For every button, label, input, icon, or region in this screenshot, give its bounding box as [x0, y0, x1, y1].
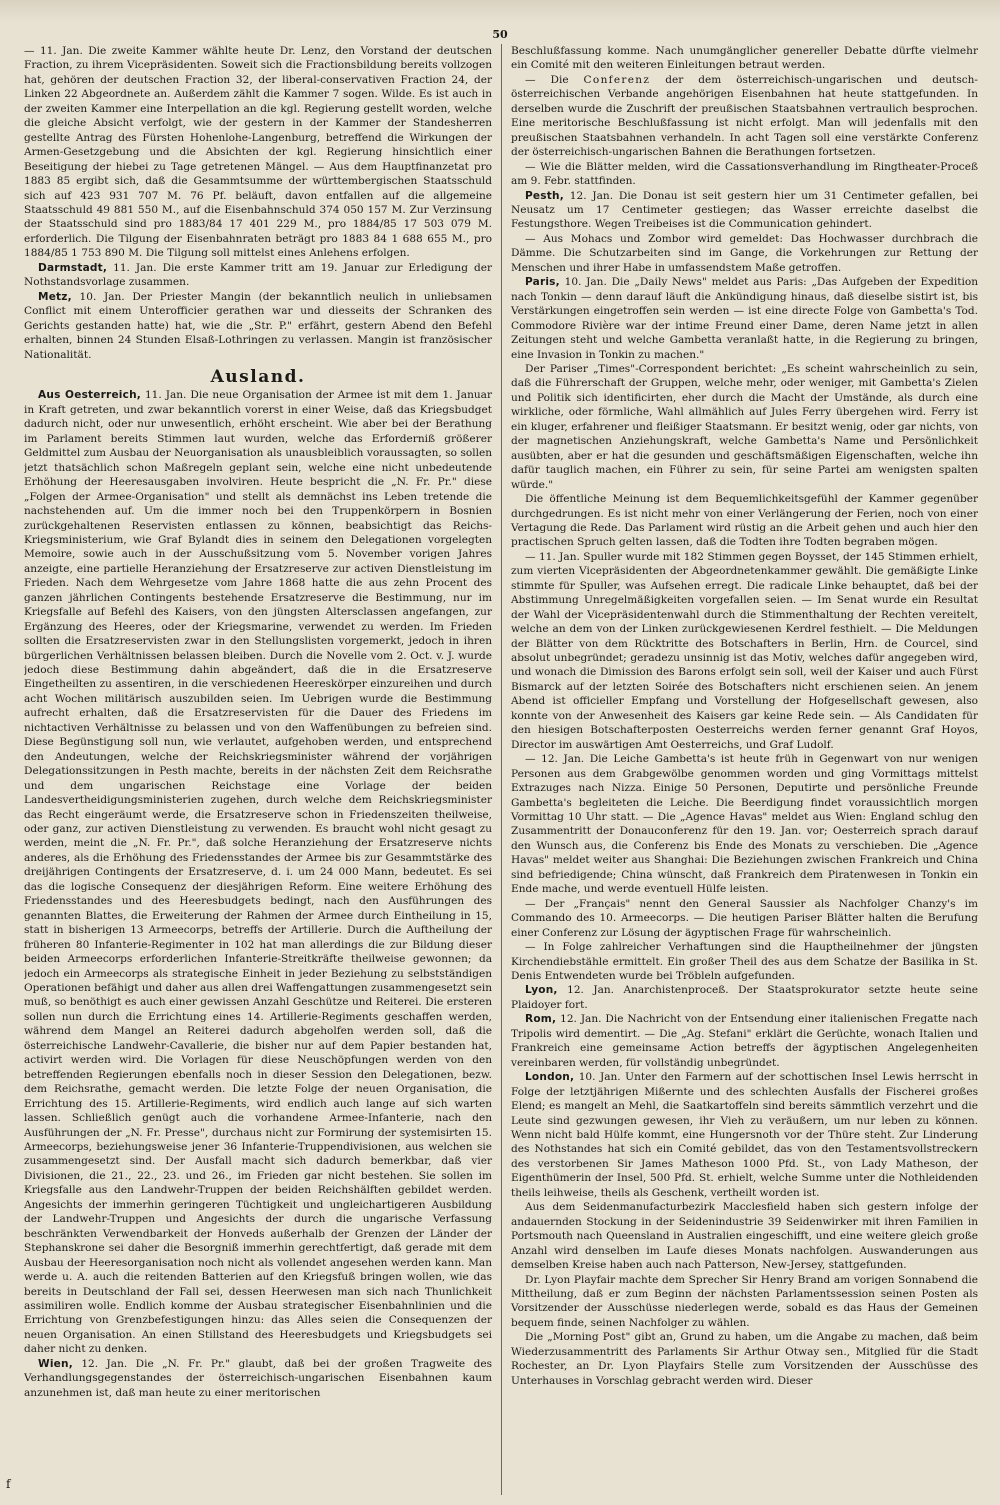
london-text: 10. Jan. Unter den Farmern auf der schottischen Insel Lewis herrscht in Folge der letztjährigen Mißernte und des schlechten Ausfalls der Fischerei großes Elend; es mangelt an Mehl, die Saatkartoffeln sind bereits sämmtlich verzehrt und die Leute sind gezwungen gewesen, ihr Vieh zu veräußern, um nur leben zu können. Wenn nicht bald Hülfe kommt, eine Hungersnoth vor der Thüre steht. Zur Linderung des Nothstandes hat sich ein Comité gebildet, das von den Testamentsvollstreckern des verstorbenen Sir James Matheson 1000 Pfd. St., von Lady Matheson, der Eigenthümerin der Insel, 500 Pfd. St. erhielt, welche Summe unter die Nothleidenden theils leihweise, theils als Geschenk, vertheilt worden ist.: [511, 1071, 978, 1199]
wien-continuation: Beschlußfassung komme. Nach unumgänglicher genereller Debatte dürfte vielmehr ein Comité mit den weiteren Einleitungen betraut werden.: [511, 45, 978, 72]
london-report: [511, 1070, 978, 1200]
corner-mark: f: [6, 1477, 11, 1491]
ringtheater-report: — Wie die Blätter melden, wird die Cassationsverhandlung im Ringtheater-Proceß am 9. Febr. stattfinden.: [511, 160, 978, 188]
macclesfield-report: Aus dem Seidenmanufacturbezirk Macclesfield haben sich gestern infolge der andauernden Stockung in der Seidenindustrie 39 Seidenwirker mit ihren Familien in Portsmouth nach Queensland in Australien eingeschifft, und eine weitere gleich große Anzahl wird denselben im Laufe dieses Monats nachfolgen. Auswanderungen aus demselben Kreise haben auch nach Patterson, New-Jersey, stattgefunden.: [511, 1201, 978, 1272]
conferenz-keyword: Conferenz: [583, 73, 651, 86]
playfair-report: Dr. Lyon Playfair machte dem Sprecher Sir Henry Brand am vorigen Sonnabend die Mittheilung, daß er zum Beginn der nächsten Parlamentssession seinen Posten als Vorsitzender der Ausschüsse niederlegen werde, sobald es das Haus der Gemeinen bequem finde, seinen Nachfolger zu wählen.: [511, 1273, 978, 1329]
meinung-report: Die öffentliche Meinung ist dem Bequemlichkeitsgefühl der Kammer gegenüber durchgedrungen. Es ist nicht mehr von einer Verlängerung der Ferien, noch von einer Vertagung die Rede. Das Parlament wird rüstig an die Arbeit gehen und auch hier den practischen Spruch gelten lassen, daß die Todten ihre Todten begraben mögen.: [511, 493, 978, 549]
metz-report: [24, 290, 492, 362]
paris-dateline: Paris,: [525, 276, 560, 289]
conferenz-report: [511, 73, 978, 160]
oesterreich-text: 11. Jan. Die neue Organisation der Armee ist mit dem 1. Januar in Kraft getreten, und zwar bekanntlich vorerst in einer Weise, daß das Kriegsbudget dadurch nicht, oder nur unwesentlich, erhöht erscheint. Wie aber bei der Berathung im Parlament bereits Stimmen laut wurden, welche das Erforderniß größerer Geldmittel zum Ausbau der Neuorganisation als unausbleiblich voraussagten, so sollen jetzt thatsächlich schon Maßregeln geplant sein, welche eine nicht unbedeutende Erhöhung der Heeresausgaben involviren. Heute bespricht die „N. Fr. Pr." diese „Folgen der Armee-Organisation" und stellt als demnächst ins Leben tretende die nachstehenden auf. Um die immer noch bei den Truppenkörpern in Bosnien zurückgehaltenen Reservisten entlassen zu können, beabsichtigt das Reichs-Kriegsministerium, wie Graf Bylandt dies in seinem den Delegationen vorgelegten Memoire, sowie auch in der Ausschußsitzung vom 5. November vorigen Jahres anzeigte, eine partielle Heranziehung der Ersatzreserve zur activen Dienstleistung im Frieden. Nach dem Wehrgesetze vom Jahre 1868 hatte die aus zehn Procent des ganzen jährlichen Contingents bestehende Ersatzreserve die Bestimmung, nur im Kriegsfalle auf Befehl des Kaisers, von den jüngsten Altersclassen angefangen, zur Ergänzung des Heeres, oder der Kriegsmarine, verwendet zu werden. Im Frieden sollten die Ersatzreservisten zwar in den Stellungslisten vorgemerkt, jedoch in ihren bürgerlichen Verhältnissen belassen bleiben. Durch die Novelle vom 2. Oct. v. J. wurde jedoch diese Bestimmung dahin abgeändert, daß die in die Ersatzreserve Eingetheilten zu assentiren, in die verschiedenen Heereskörper einzureihen und durch acht Wochen militärisch auszubilden seien. Im Uebrigen wurde die Bestimmung aufrecht erhalten, daß die Ersatzreservisten für die Dauer des Friedens im nichtactiven Verhältnisse zu belassen und von den Waffenübungen zu befreien sind. Diese Begünstigung soll nun, wie verlautet, aufgehoben werden, und entsprechend den Andeutungen, welche der Reichskriegsminister während der vorjährigen Delegationssitzungen in Pesth machte, bereits in der nächsten Zeit dem Reichsrathe und dem ungarischen Reichstage eine Vorlage der beiden Landesvertheidigungsministerien zugehen, durch welche dem Reichskriegsminister das Recht eingeräumt werde, die Ersatzreserve schon in Friedenszeiten theilweise, oder ganz, zur activen Dienstleistung zu verwenden. Es braucht wohl nicht gesagt zu werden, meint die „N. Fr. Pr.", daß solche Heranziehung der Ersatzreserve nichts anderes, als die Erhöhung des Friedensstandes der Armee bis zur Gesammtstärke des dreijährigen Contingents der Ersatzreserve, d. i. um 24 000 Mann, bedeutet. Es sei das die logische Consequenz der diesjährigen Reform. Eine weitere Erhöhung des Friedensstandes und des Heeresbudgets bedingt, nach den Ausführungen des genannten Blattes, die Erweiterung der Rahmen der Armee durch Eintheilung in 15, statt in bisherigen 13 Armeecorps, betreffs der Artillerie. Durch die Auftheilung der früheren 80 Infanterie-Regimenter in 102 hat man allerdings die zur Bildung dieser beiden Armeecorps erforderlichen Infanterie-Streitkräfte theilweise gewonnen; da jedoch ein Armeecorps als strategische Einheit in jeder Beziehung zu selbstständigen Operationen befähigt und daher aus allen drei Waffengattungen zusammengesetzt sein muß, so benöthigt es auch einer gewissen Anzahl Geschütze und Reiterei. Die ersteren sollen nun durch die Errichtung eines 14. Artillerie-Regiments geschaffen werden, während dem Mangel an Reiterei dadurch abgeholfen werden soll, daß die österreichische Landwehr-Cavallerie, die bisher nur auf dem Papier bestanden hat, activirt werden wird. Die Vorlagen für diese Neuschöpfungen werden von den betreffenden Regierungen ebenfalls noch in dieser Session den Delegationen, bezw. dem Reichsrathe, gemacht werden. Die letzte Folge der neuen Organisation, die Errichtung des 15. Artillerie-Regiments, wird endlich auch lange auf sich warten lassen. Schließlich genügt auch die vorhandene Armee-Infanterie, nach den Ausführungen der „N. Fr. Presse", durchaus nicht zur Formirung der systemisirten 15. Armeecorps, beziehungsweise jener 36 Infanterie-Truppendivisionen, aus welchen sie zusammengesetzt sind. Der Ausfall macht sich dadurch bemerkbar, daß vier Divisionen, die 21., 22., 23. und 26., im Frieden gar nicht bestehen. Sie sollen im Kriegsfalle aus den Landwehr-Truppen der beiden Reichshälften gebildet werden. Angesichts der immerhin geringeren Tüchtigkeit und ungleichartigeren Ausbildung der Landwehr-Truppen und Angesichts der durch die ungarische Verfassung beschränkten Verwendbarkeit der Honveds außerhalb der Grenzen der Länder der Stephanskrone sei daher die Besorgniß immerhin gerechtfertigt, daß gerade mit dem Ausbau der Heeresorganisation noch nicht als vollendet angesehen werden kann. Man werde u. A. auch die reitenden Batterien auf den Kriegsfuß bringen wollen, wie das bereits in Deutschland der Fall sei, dessen Heerwesen man sich nach Thunlichkeit assimiliren wolle. Endlich komme der Ausbau strategischer Eisenbahnlinien und die Errichtung von Grenzbefestigungen hinzu: das Alles seien die Consequenzen der neuen Organisation. An einen Stillstand des Heeresbudgets und Kriegsbudgets sei daher nicht zu denken.: [24, 389, 492, 1356]
page-number: 50: [492, 28, 508, 41]
pesth-text: 12. Jan. Die Donau ist seit gestern hier um 31 Centimeter gefallen, bei Neusatz um 17 Centimeter gestiegen; das Wasser erreichte daselbst die Festungsthore. Wegen Treibeises ist die Communication gehindert.: [511, 189, 978, 231]
rom-text: 12. Jan. Die Nachricht von der Entsendung einer italienischen Fregatte nach Tripolis wird dementirt. — Die „Ag. Stefani" erklärt die Gerüchte, wonach Italien und Frankreich eine gemeinsame Action betreffs der ägyptischen Angelegenheiten vereinbaren werden, für vollständig unbegründet.: [511, 1013, 978, 1069]
darmstadt-report: [24, 261, 492, 290]
london-dateline: London,: [525, 1071, 575, 1084]
times-report: Der Pariser „Times"-Correspondent berichtet: „Es scheint wahrscheinlich zu sein, daß die Führerschaft der Gruppen, welche mehr, oder weniger, mit Gambetta's Zielen und Politik sich identificirten, eher durch die Macht der Umstände, als durch eine wirkliche, oder förmliche, Wahl allmählich auf Jules Ferry übergehen wird. Ferry ist ein kluger, erfahrener und fleißiger Staatsmann. Er besitzt wenig, oder gar nichts, von der magnetischen Anziehungskraft, welche Gambetta's Name und Persönlichkeit ausübten, aber er hat die gesunden und geschäftsmäßigen Eigenschaften, welche ihn dafür tauglich machen, ein Führer zu sein, für seine Partei am wenigsten spalten würde.": [511, 362, 978, 491]
gambetta-report: — 12. Jan. Die Leiche Gambetta's ist heute früh in Gegenwart von nur wenigen Personen aus dem Grabgewölbe genommen worden und ging Vormittags mittelst Extrazuges nach Nizza. Einige 50 Personen, Deputirte und persönliche Freunde Gambetta's begleiteten die Leiche. Die Beerdigung findet voraussichtlich morgen Vormittag 10 Uhr statt. — Die „Agence Havas" meldet aus Wien: England schlug den Zusammentritt der Donauconferenz für den 19. Jan. vor; Oesterreich sprach darauf den Wunsch aus, die Conferenz bis Ende des Monats zu verschieben. Die „Agence Havas" meldet weiter aus Shanghai: Die Beziehungen zwischen Frankreich und China sind befriedigende; China wünscht, daß Frankreich dem Piratenwesen in Tonkin ein Ende mache, und werde eventuell Hülfe leisten.: [511, 753, 978, 896]
right-column: [501, 44, 978, 1495]
pesth-dateline: Pesth,: [525, 189, 564, 202]
mohacs-report: — Aus Mohacs und Zombor wird gemeldet: Das Hochwasser durchbrach die Dämme. Die Schutzarbeiten sind im Gange, die Vorkehrungen zur Rettung der Menschen und ihrer Habe in umfassendstem Maße getroffen.: [511, 232, 978, 274]
verhaftungen-report: — In Folge zahlreicher Verhaftungen sind die Hauptheilnehmer der jüngsten Kirchendiebstähle ermittelt. Ein großer Theil des aus dem Schatze der Basilika in St. Denis Entwendeten wurde bei Tröbleln aufgefunden.: [511, 941, 978, 982]
article-columns: [24, 44, 978, 1495]
lyon-report: [511, 983, 978, 1012]
oesterreich-report: [24, 388, 492, 1356]
stuttgart-report: — 11. Jan. Die zweite Kammer wählte heute Dr. Lenz, den Vorstand der deutschen Fraction, zu ihrem Vicepräsidenten. Soweit sich die Fractionsbildung bereits vollzogen hat, gehören der deutschen Fraction 32, der liberal-conservativen Fraction 24, der Linken 22 Abgeordnete an. Außerdem zählt die Kammer 7 sogen. Wilde. Es ist auch in der zweiten Kammer eine Interpellation an die kgl. Regierung gestellt worden, welche die gleiche Absicht verfolgt, wie der gestern in der Kammer der Standesherren gestellte Antrag des Fürsten Hohenlohe-Langenburg, betreffend die Wirkungen der Armen-Gesetzgebung und die Absichten der kgl. Regierung hinsichtlich einer Beseitigung der hiebei zu Tage getretenen Mängel. — Aus dem Hauptfinanzetat pro 1883 85 ergibt sich, daß die Gesammtsumme der württembergischen Staatsschuld sich auf 423 931 707 M. 76 Pf. beläuft, davon entfallen auf die allgemeine Staatsschuld 49 881 550 M., auf die Eisenbahnschuld 374 050 157 M. Zur Verzinsung der Staatsschuld sind pro 1883/84 17 401 229 M., pro 1884/85 17 503 079 M. erforderlich. Die Tilgung der Eisenbahnraten beträgt pro 1883 84 1 688 655 M., pro 1884/85 1 753 890 M. Die Tilgung soll mittelst eines Anlehens erfolgen.: [24, 45, 492, 260]
conferenz-prefix: — Die: [525, 73, 584, 86]
pesth-report: [511, 189, 978, 232]
wien-report: [24, 1357, 492, 1400]
lyon-text: 12. Jan. Anarchistenproceß. Der Staatsprokurator setzte heute seine Plaidoyer fort.: [511, 984, 978, 1011]
rom-report: [511, 1012, 978, 1070]
wien-dateline: Wien,: [38, 1357, 73, 1370]
top-edge-strip: [0, 0, 1000, 22]
spuller-report: — 11. Jan. Spuller wurde mit 182 Stimmen gegen Boysset, der 145 Stimmen erhielt, zum vierten Vicepräsidenten der Abgeordnetenkammer gewählt. Die gemäßigte Linke stimmte für Spuller, was Aufsehen erregt. Die radicale Linke behauptet, daß bei der Abstimmung Unregelmäßigkeiten vorgefallen seien. — Im Senat wurde ein Resultat der Wahl der Vicepräsidentenwahl durch die Stimmenthaltung der Rechten vereitelt, welche an dem von der Linken zurückgewiesenen Kerdrel festhielt. — Die Meldungen der Blätter von dem Rücktritte des Botschafters in Berlin, Hrn. de Courcel, sind absolut unbegründet; geradezu unsinnig ist das Motiv, welches dafür angegeben wird, und wonach die Dimission des Barons erfolgt sein soll, weil der Kaiser und auch Fürst Bismarck auf der letzten Soirée des Botschafters nicht erschienen seien. An jenem Abend ist officieller Empfang und Vorstellung der Hofgesellschaft gewesen, also konnte von der Anwesenheit des Kaisers gar keine Rede sein. — Als Candidaten für den hiesigen Botschafterposten Oesterreichs werden ferner genannt Graf Hoyos, Director im auswärtigen Amt Oesterreichs, und Graf Ludolf.: [511, 550, 978, 751]
morningpost-report: Die „Morning Post" gibt an, Grund zu haben, um die Angabe zu machen, daß beim Wiederzusammentritt des Parlaments Sir Arthur Otway sen., Mitglied für die Stadt Rochester, an Dr. Lyon Playfairs Stelle zum Vorsitzenden der Ausschüsse des Unterhauses in Vorschlag gebracht werden wird. Dieser: [511, 1331, 978, 1387]
francais-report: — Der „Français" nennt den General Saussier als Nachfolger Chanzy's im Commando des 10. Armeecorps. — Die heutigen Pariser Blätter halten die Berufung einer Conferenz zur Lösung der ägyptischen Frage für wahrscheinlich.: [511, 897, 978, 939]
oesterreich-dateline: Aus Oesterreich,: [38, 389, 141, 402]
paris-text: 10. Jan. Die „Daily News" meldet aus Paris: „Das Aufgeben der Expedition nach Tonkin — denn darauf läuft die Ankündigung hinaus, daß dieselbe sistirt ist, bis Verstärkungen eingetroffen sein werden — ist eine directe Folge von Gambetta's Tod. Commodore Rivière war der intime Freund einer Dame, deren Name jetzt in allen Zeitungen steht und welche Gambetta veranlaßt hatte, in die Regierung zu bringen, eine Invasion in Tonkin zu machen.": [511, 276, 978, 361]
wien-text: 12. Jan. Die „N. Fr. Pr." glaubt, daß bei der großen Tragweite des Verhandlungsgegenstandes der österreichisch-ungarischen Eisenbahnen kaum anzunehmen ist, daß man heute zu einer meritorischen: [24, 1357, 492, 1399]
metz-dateline: Metz,: [38, 290, 72, 303]
section-heading-ausland: Ausland.: [210, 366, 306, 387]
darmstadt-dateline: Darmstadt,: [38, 261, 108, 274]
lyon-dateline: Lyon,: [525, 984, 558, 997]
left-column: [24, 44, 501, 1495]
conferenz-text: der dem österreichisch-ungarischen und deutsch-österreichischen Verbande angehörigen Eisenbahnen hat heute stattgefunden. In derselben wurde die Zuschrift der preußischen Staatsbahnen vertraulich besprochen. Eine meritorische Beschlußfassung ist nicht erfolgt. Man will jedenfalls mit den preußischen Staatsbahnen verhandeln. In acht Tagen soll eine verstärkte Conferenz der österreichisch-ungarischen Bahnen die Berathungen fortsetzen.: [511, 73, 978, 159]
paris-report: [511, 275, 978, 362]
rom-dateline: Rom,: [525, 1013, 557, 1026]
metz-text: 10. Jan. Der Priester Mangin (der bekanntlich neulich in unliebsamen Conflict mit einem Unterofficier gerathen war und diesseits der Schranken des Gerichts gestanden hatte) hat, wie die „Str. P." erfährt, gestern Abend den Befehl erhalten, binnen 24 Stunden Elsaß-Lothringen zu verlassen. Mangin ist französischer Nationalität.: [24, 290, 492, 361]
darmstadt-text: 11. Jan. Die erste Kammer tritt am 19. Januar zur Erledigung der Nothstandsvorlage zusammen.: [24, 261, 492, 289]
